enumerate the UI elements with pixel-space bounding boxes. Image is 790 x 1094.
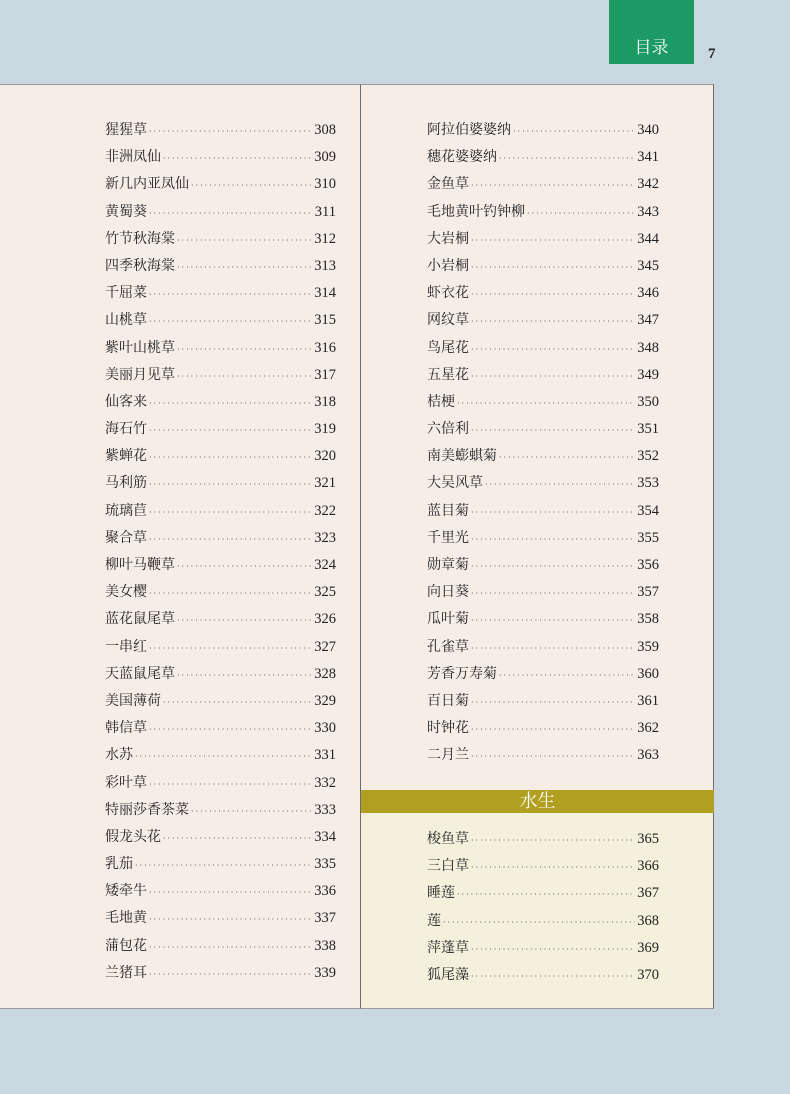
- toc-right-column: [427, 117, 659, 770]
- toc-entry-page: 318: [314, 393, 336, 410]
- toc-entry-title: 大吴风草: [427, 475, 483, 492]
- toc-entry[interactable]: [427, 742, 659, 769]
- toc-entry-page: 331: [314, 747, 336, 764]
- toc-leader-dots: [177, 553, 312, 580]
- toc-leader-dots: [149, 879, 312, 906]
- toc-entry-title: 五星花: [427, 366, 469, 383]
- toc-leader-dots: [471, 716, 635, 743]
- toc-entry-title: 鸟尾花: [427, 339, 469, 356]
- toc-entry[interactable]: [427, 307, 659, 334]
- toc-leader-dots: [471, 254, 635, 281]
- toc-entry-title: 紫叶山桃草: [105, 339, 175, 356]
- toc-entry-title: 二月兰: [427, 747, 469, 764]
- toc-entry[interactable]: [105, 253, 336, 280]
- toc-leader-dots: [163, 145, 312, 172]
- toc-leader-dots: [471, 526, 635, 553]
- toc-entry[interactable]: [427, 171, 659, 198]
- toc-leader-dots: [471, 635, 635, 662]
- toc-leader-dots: [149, 961, 312, 988]
- toc-entry-page: 362: [637, 720, 659, 737]
- toc-entry-page: 325: [314, 584, 336, 601]
- toc-leader-dots: [149, 390, 312, 417]
- toc-leader-dots: [471, 854, 635, 881]
- toc-entry-title: 虾衣花: [427, 285, 469, 302]
- toc-entry-page: 320: [314, 448, 336, 465]
- toc-entry[interactable]: [427, 579, 659, 606]
- toc-entry-page: 335: [314, 856, 336, 873]
- toc-entry[interactable]: [427, 144, 659, 171]
- toc-leader-dots: [471, 936, 635, 963]
- toc-entry-page: 310: [314, 176, 336, 193]
- aquatic-section-title: 水生: [519, 791, 556, 812]
- toc-entry-page: 322: [314, 502, 336, 519]
- toc-entry[interactable]: [427, 280, 659, 307]
- toc-entry[interactable]: [105, 144, 336, 171]
- toc-leader-dots: [177, 662, 312, 689]
- toc-entry[interactable]: [105, 389, 336, 416]
- toc-entry[interactable]: [427, 226, 659, 253]
- toc-leader-dots: [471, 743, 635, 770]
- toc-entry-page: 341: [637, 149, 659, 166]
- toc-entry-title: 彩叶草: [105, 774, 147, 791]
- toc-entry[interactable]: [105, 579, 336, 606]
- toc-entry-page: 317: [314, 366, 336, 383]
- aquatic-section-header: [361, 790, 714, 813]
- toc-leader-dots: [485, 471, 635, 498]
- toc-leader-dots: [149, 118, 312, 145]
- toc-entry-page: 349: [637, 366, 659, 383]
- toc-leader-dots: [149, 526, 312, 553]
- toc-entry-page: 354: [637, 502, 659, 519]
- toc-entry-title: 莲: [427, 912, 441, 929]
- toc-entry[interactable]: [427, 335, 659, 362]
- toc-entry[interactable]: [105, 362, 336, 389]
- toc-entry-page: 328: [314, 665, 336, 682]
- toc-entry[interactable]: [105, 171, 336, 198]
- toc-entry-page: 366: [637, 858, 659, 875]
- toc-entry-page: 333: [314, 801, 336, 818]
- toc-entry-title: 阿拉伯婆婆纳: [427, 122, 511, 138]
- toc-entry-page: 332: [314, 774, 336, 791]
- toc-leader-dots: [177, 607, 312, 634]
- toc-entry[interactable]: [427, 443, 659, 470]
- toc-entry-title: 天蓝鼠尾草: [105, 665, 175, 682]
- toc-entry-title: 网纹草: [427, 312, 469, 329]
- toc-entry-title: 萍蓬草: [427, 939, 469, 956]
- toc-leader-dots: [177, 336, 312, 363]
- toc-entry-title: 美国薄荷: [105, 692, 161, 709]
- toc-entry[interactable]: [427, 688, 659, 715]
- toc-entry-page: 327: [314, 638, 336, 655]
- toc-entry-page: 334: [314, 828, 336, 845]
- toc-entry-page: 346: [637, 285, 659, 302]
- toc-entry[interactable]: [427, 253, 659, 280]
- toc-entry[interactable]: [427, 498, 659, 525]
- toc-entry[interactable]: [105, 470, 336, 497]
- toc-entry-title: 聚合草: [105, 529, 147, 546]
- toc-leader-dots: [149, 906, 312, 933]
- toc-entry[interactable]: [105, 117, 336, 144]
- toc-entry-page: 326: [314, 611, 336, 628]
- toc-entry-title: 一串红: [105, 638, 147, 655]
- toc-entry-title: 蓝花鼠尾草: [105, 611, 175, 628]
- toc-entry-title: 梭鱼草: [427, 831, 469, 847]
- toc-entry-page: 340: [637, 122, 659, 138]
- toc-aquatic-list: [427, 826, 659, 989]
- toc-leader-dots: [191, 172, 312, 199]
- toc-entry[interactable]: [427, 470, 659, 497]
- toc-entry-page: 308: [314, 122, 336, 138]
- toc-entry[interactable]: [105, 280, 336, 307]
- toc-leader-dots: [177, 363, 312, 390]
- toc-entry-title: 黄蜀葵: [105, 203, 147, 220]
- toc-leader-dots: [149, 934, 312, 961]
- toc-entry-page: 357: [637, 584, 659, 601]
- toc-entry-page: 338: [314, 937, 336, 954]
- toc-entry[interactable]: [105, 199, 336, 226]
- toc-entry[interactable]: [427, 634, 659, 661]
- toc-entry-page: 319: [314, 421, 336, 438]
- toc-leader-dots: [149, 580, 312, 607]
- toc-leader-dots: [471, 689, 635, 716]
- toc-entry-page: 336: [314, 883, 336, 900]
- toc-entry-page: 350: [637, 393, 659, 410]
- toc-entry-title: 时钟花: [427, 720, 469, 737]
- toc-leader-dots: [471, 553, 635, 580]
- toc-entry[interactable]: [105, 335, 336, 362]
- toc-leader-dots: [499, 444, 635, 471]
- toc-entry[interactable]: [105, 552, 336, 579]
- toc-entry-page: 358: [637, 611, 659, 628]
- toc-leader-dots: [163, 825, 312, 852]
- toc-entry-page: 363: [637, 747, 659, 764]
- toc-entry-title: 美丽月见草: [105, 366, 175, 383]
- toc-entry[interactable]: [427, 661, 659, 688]
- toc-entry-title: 毛地黄叶钓钟柳: [427, 203, 525, 220]
- toc-leader-dots: [471, 827, 635, 854]
- page-number: 7: [708, 46, 716, 62]
- toc-entry-title: 六倍利: [427, 421, 469, 438]
- toc-entry-page: 329: [314, 692, 336, 709]
- toc-entry-page: 347: [637, 312, 659, 329]
- toc-leader-dots: [471, 172, 635, 199]
- toc-entry-title: 特丽莎香茶菜: [105, 801, 189, 818]
- toc-entry-title: 非洲凤仙: [105, 149, 161, 166]
- toc-entry[interactable]: [427, 908, 659, 935]
- toc-entry[interactable]: [105, 226, 336, 253]
- toc-entry-page: 345: [637, 257, 659, 274]
- toc-entry-page: 353: [637, 475, 659, 492]
- toc-entry-page: 339: [314, 964, 336, 981]
- toc-entry-page: 316: [314, 339, 336, 356]
- toc-leader-dots: [471, 308, 635, 335]
- toc-entry-title: 向日葵: [427, 584, 469, 601]
- toc-entry-title: 韩信草: [105, 720, 147, 737]
- toc-leader-dots: [177, 227, 312, 254]
- toc-leader-dots: [471, 227, 635, 254]
- toc-entry-title: 百日菊: [427, 692, 469, 709]
- toc-leader-dots: [471, 607, 635, 634]
- toc-entry-title: 勋章菊: [427, 557, 469, 573]
- toc-entry-title: 孔雀草: [427, 638, 469, 655]
- toc-entry-title: 仙客来: [105, 393, 147, 410]
- toc-entry[interactable]: [105, 307, 336, 334]
- toc-entry-page: 313: [314, 257, 336, 274]
- toc-entry[interactable]: [105, 606, 336, 633]
- toc-entry-page: 370: [637, 966, 659, 983]
- toc-entry[interactable]: [105, 797, 336, 824]
- toc-entry-title: 水苏: [105, 747, 133, 764]
- toc-entry[interactable]: [105, 715, 336, 742]
- toc-entry[interactable]: [105, 824, 336, 851]
- toc-entry-title: 假龙头花: [105, 828, 161, 845]
- toc-entry[interactable]: [427, 416, 659, 443]
- toc-leader-dots: [513, 118, 635, 145]
- toc-entry[interactable]: [105, 443, 336, 470]
- toc-entry[interactable]: [105, 661, 336, 688]
- toc-entry-title: 毛地黄: [105, 910, 147, 927]
- toc-entry-page: 369: [637, 939, 659, 956]
- toc-entry-title: 瓜叶菊: [427, 611, 469, 628]
- toc-entry-page: 311: [314, 203, 336, 220]
- toc-entry[interactable]: [105, 634, 336, 661]
- toc-entry-title: 新几内亚凤仙: [105, 176, 189, 193]
- toc-leader-dots: [499, 662, 635, 689]
- toc-entry-page: 321: [314, 475, 336, 492]
- toc-leader-dots: [149, 499, 312, 526]
- toc-leader-dots: [471, 363, 635, 390]
- toc-leader-dots: [471, 417, 635, 444]
- toc-entry[interactable]: [105, 416, 336, 443]
- toc-leader-dots: [149, 635, 312, 662]
- toc-leader-dots: [471, 336, 635, 363]
- toc-entry-title: 矮牵牛: [105, 883, 147, 900]
- toc-entry-page: 343: [637, 203, 659, 220]
- toc-entry-page: 360: [637, 665, 659, 682]
- toc-entry-title: 穗花婆婆纳: [427, 149, 497, 166]
- toc-leader-dots: [527, 200, 635, 227]
- toc-entry[interactable]: [427, 935, 659, 962]
- toc-entry-title: 兰猪耳: [105, 964, 147, 981]
- toc-entry-title: 柳叶马鞭草: [105, 557, 175, 573]
- toc-leader-dots: [443, 909, 635, 936]
- toc-entry-title: 三白草: [427, 858, 469, 875]
- toc-leader-dots: [471, 499, 635, 526]
- toc-entry[interactable]: [105, 851, 336, 878]
- toc-leader-dots: [191, 798, 312, 825]
- toc-entry-page: 348: [637, 339, 659, 356]
- toc-entry-page: 342: [637, 176, 659, 193]
- toc-entry[interactable]: [427, 715, 659, 742]
- toc-leader-dots: [471, 281, 635, 308]
- toc-leader-dots: [135, 852, 312, 879]
- toc-entry[interactable]: [427, 826, 659, 853]
- toc-entry[interactable]: [105, 905, 336, 932]
- toc-entry-page: 323: [314, 529, 336, 546]
- toc-entry-title: 马利筋: [105, 475, 147, 492]
- toc-entry-title: 千屈菜: [105, 285, 147, 302]
- toc-leader-dots: [149, 444, 312, 471]
- toc-entry[interactable]: [427, 853, 659, 880]
- toc-leader-dots: [471, 963, 635, 990]
- toc-entry-page: 359: [637, 638, 659, 655]
- toc-entry[interactable]: [105, 742, 336, 769]
- toc-entry-page: 352: [637, 448, 659, 465]
- toc-entry[interactable]: [427, 389, 659, 416]
- toc-entry-title: 琉璃苣: [105, 502, 147, 519]
- toc-entry[interactable]: [105, 960, 336, 987]
- toc-leader-dots: [149, 417, 312, 444]
- toc-entry-title: 狐尾藻: [427, 966, 469, 983]
- toc-entry-title: 千里光: [427, 529, 469, 546]
- toc-entry-title: 蒲包花: [105, 937, 147, 954]
- toc-entry[interactable]: [427, 199, 659, 226]
- toc-leader-dots: [135, 743, 312, 770]
- toc-entry-title: 小岩桐: [427, 257, 469, 274]
- toc-leader-dots: [149, 771, 312, 798]
- toc-entry-page: 324: [314, 557, 336, 573]
- toc-entry-title: 山桃草: [105, 312, 147, 329]
- toc-entry[interactable]: [105, 770, 336, 797]
- toc-entry-page: 367: [637, 885, 659, 902]
- toc-leader-dots: [149, 308, 312, 335]
- toc-entry[interactable]: [427, 552, 659, 579]
- toc-leader-dots: [177, 254, 312, 281]
- toc-entry-title: 南美蟛蜞菊: [427, 448, 497, 465]
- toc-entry-page: 355: [637, 529, 659, 546]
- toc-entry[interactable]: [427, 962, 659, 989]
- toc-entry-page: 314: [314, 285, 336, 302]
- toc-leader-dots: [457, 881, 635, 908]
- toc-entry-title: 海石竹: [105, 421, 147, 438]
- toc-entry[interactable]: [105, 498, 336, 525]
- toc-entry[interactable]: [427, 117, 659, 144]
- toc-tab-label: 目录: [634, 37, 669, 58]
- toc-entry-page: 365: [637, 831, 659, 847]
- toc-entry-page: 315: [314, 312, 336, 329]
- toc-leader-dots: [149, 471, 312, 498]
- toc-entry[interactable]: [427, 880, 659, 907]
- toc-entry-page: 356: [637, 557, 659, 573]
- toc-entry-page: 312: [314, 230, 336, 247]
- toc-entry-page: 368: [637, 912, 659, 929]
- toc-entry-title: 美女樱: [105, 584, 147, 601]
- toc-entry-page: 361: [637, 692, 659, 709]
- toc-entry[interactable]: [105, 878, 336, 905]
- toc-entry-title: 大岩桐: [427, 230, 469, 247]
- toc-leader-dots: [499, 145, 635, 172]
- toc-leader-dots: [149, 716, 312, 743]
- toc-entry[interactable]: [105, 525, 336, 552]
- toc-entry-page: 337: [314, 910, 336, 927]
- toc-entry-title: 四季秋海棠: [105, 257, 175, 274]
- toc-entry[interactable]: [427, 525, 659, 552]
- toc-entry-title: 紫蝉花: [105, 448, 147, 465]
- toc-entry-title: 蓝目菊: [427, 502, 469, 519]
- toc-tab: [609, 0, 694, 64]
- toc-entry[interactable]: [427, 362, 659, 389]
- toc-entry-title: 猩猩草: [105, 122, 147, 138]
- toc-leader-dots: [163, 689, 312, 716]
- toc-entry-title: 金鱼草: [427, 176, 469, 193]
- toc-entry-page: 351: [637, 421, 659, 438]
- toc-leader-dots: [149, 281, 312, 308]
- toc-leader-dots: [149, 200, 313, 227]
- toc-entry-page: 309: [314, 149, 336, 166]
- toc-entry-title: 乳茄: [105, 856, 133, 873]
- toc-entry-title: 桔梗: [427, 393, 455, 410]
- toc-leader-dots: [457, 390, 635, 417]
- toc-left-column: [105, 117, 336, 987]
- toc-entry-page: 344: [637, 230, 659, 247]
- toc-entry-title: 芳香万寿菊: [427, 665, 497, 682]
- toc-entry[interactable]: [105, 933, 336, 960]
- toc-leader-dots: [471, 580, 635, 607]
- toc-entry-title: 睡莲: [427, 885, 455, 902]
- toc-entry[interactable]: [427, 606, 659, 633]
- toc-entry-page: 330: [314, 720, 336, 737]
- toc-entry[interactable]: [105, 688, 336, 715]
- toc-entry-title: 竹节秋海棠: [105, 230, 175, 247]
